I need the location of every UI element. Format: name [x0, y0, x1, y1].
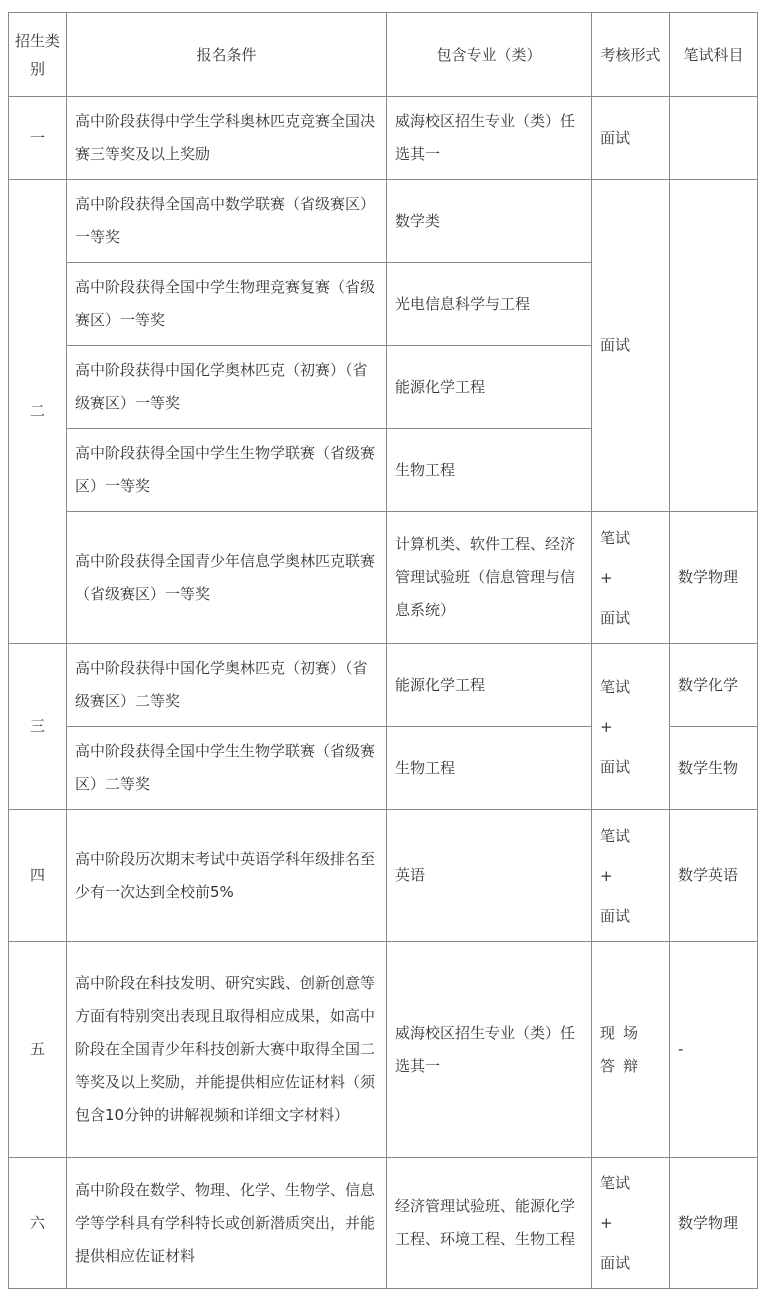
- subject-cell: 数学物理: [670, 512, 758, 644]
- table-row: [9, 810, 758, 942]
- header-condition: 报名条件: [67, 13, 387, 97]
- table-row: [9, 644, 758, 727]
- condition-cell: 高中阶段获得中国化学奥林匹克（初赛）（省级赛区）二等奖: [67, 644, 387, 727]
- condition-cell: 高中阶段获得中学生学科奥林匹克竞赛全国决赛三等奖及以上奖励: [67, 97, 387, 180]
- major-cell: 生物工程: [387, 429, 592, 512]
- assessment-cell: 面试: [592, 97, 670, 180]
- assessment-cell: 笔试 + 面试: [592, 810, 670, 942]
- header-category: 招生类别: [9, 13, 67, 97]
- major-cell: 计算机类、软件工程、经济管理试验班（信息管理与信息系统）: [387, 512, 592, 644]
- major-cell: 能源化学工程: [387, 346, 592, 429]
- condition-cell: 高中阶段历次期末考试中英语学科年级排名至少有一次达到全校前5%: [67, 810, 387, 942]
- table-row: [9, 97, 758, 180]
- major-cell: 光电信息科学与工程: [387, 263, 592, 346]
- subject-cell: [670, 97, 758, 180]
- condition-cell: 高中阶段在数学、物理、化学、生物学、信息学等学科具有学科特长或创新潜质突出，并能提供相应佐证材料: [67, 1158, 387, 1289]
- assessment-cell: 现场答辩: [592, 942, 670, 1158]
- condition-cell: 高中阶段获得全国中学生物理竞赛复赛（省级赛区）一等奖: [67, 263, 387, 346]
- assessment-cell: 笔试 + 面试: [592, 512, 670, 644]
- condition-cell: 高中阶段在科技发明、研究实践、创新创意等方面有特别突出表现且取得相应成果，如高中阶段在全国青少年科技创新大赛中取得全国二等奖及以上奖励，并能提供相应佐证材料（须包含10分钟的讲解视频和详细文字材料）: [67, 942, 387, 1158]
- category-cell: 三: [9, 644, 67, 810]
- major-cell: 生物工程: [387, 727, 592, 810]
- subject-cell: 数学物理: [670, 1158, 758, 1289]
- major-cell: 数学类: [387, 180, 592, 263]
- major-cell: 威海校区招生专业（类）任选其一: [387, 942, 592, 1158]
- category-cell: 四: [9, 810, 67, 942]
- admission-table: [8, 12, 758, 1289]
- subject-cell: 数学化学: [670, 644, 758, 727]
- condition-cell: 高中阶段获得全国高中数学联赛（省级赛区）一等奖: [67, 180, 387, 263]
- table-row: [9, 180, 758, 263]
- subject-cell: 数学生物: [670, 727, 758, 810]
- major-cell: 威海校区招生专业（类）任选其一: [387, 97, 592, 180]
- category-cell: 六: [9, 1158, 67, 1289]
- header-major: 包含专业（类）: [387, 13, 592, 97]
- header-assessment: 考核形式: [592, 13, 670, 97]
- category-cell: 二: [9, 180, 67, 644]
- table-row: [9, 942, 758, 1158]
- table-row: [9, 512, 758, 644]
- header-row: [9, 13, 758, 97]
- assessment-cell: 面试: [592, 180, 670, 512]
- condition-cell: 高中阶段获得全国中学生生物学联赛（省级赛区）二等奖: [67, 727, 387, 810]
- subject-cell: 数学英语: [670, 810, 758, 942]
- condition-cell: 高中阶段获得全国青少年信息学奥林匹克联赛（省级赛区）一等奖: [67, 512, 387, 644]
- subject-cell: [670, 180, 758, 512]
- table-row: [9, 1158, 758, 1289]
- category-cell: 五: [9, 942, 67, 1158]
- category-cell: 一: [9, 97, 67, 180]
- header-subject: 笔试科目: [670, 13, 758, 97]
- subject-cell: -: [670, 942, 758, 1158]
- major-cell: 能源化学工程: [387, 644, 592, 727]
- condition-cell: 高中阶段获得中国化学奥林匹克（初赛）（省级赛区）一等奖: [67, 346, 387, 429]
- major-cell: 经济管理试验班、能源化学工程、环境工程、生物工程: [387, 1158, 592, 1289]
- condition-cell: 高中阶段获得全国中学生生物学联赛（省级赛区）一等奖: [67, 429, 387, 512]
- assessment-cell: 笔试 + 面试: [592, 1158, 670, 1289]
- assessment-cell: 笔试 + 面试: [592, 644, 670, 810]
- major-cell: 英语: [387, 810, 592, 942]
